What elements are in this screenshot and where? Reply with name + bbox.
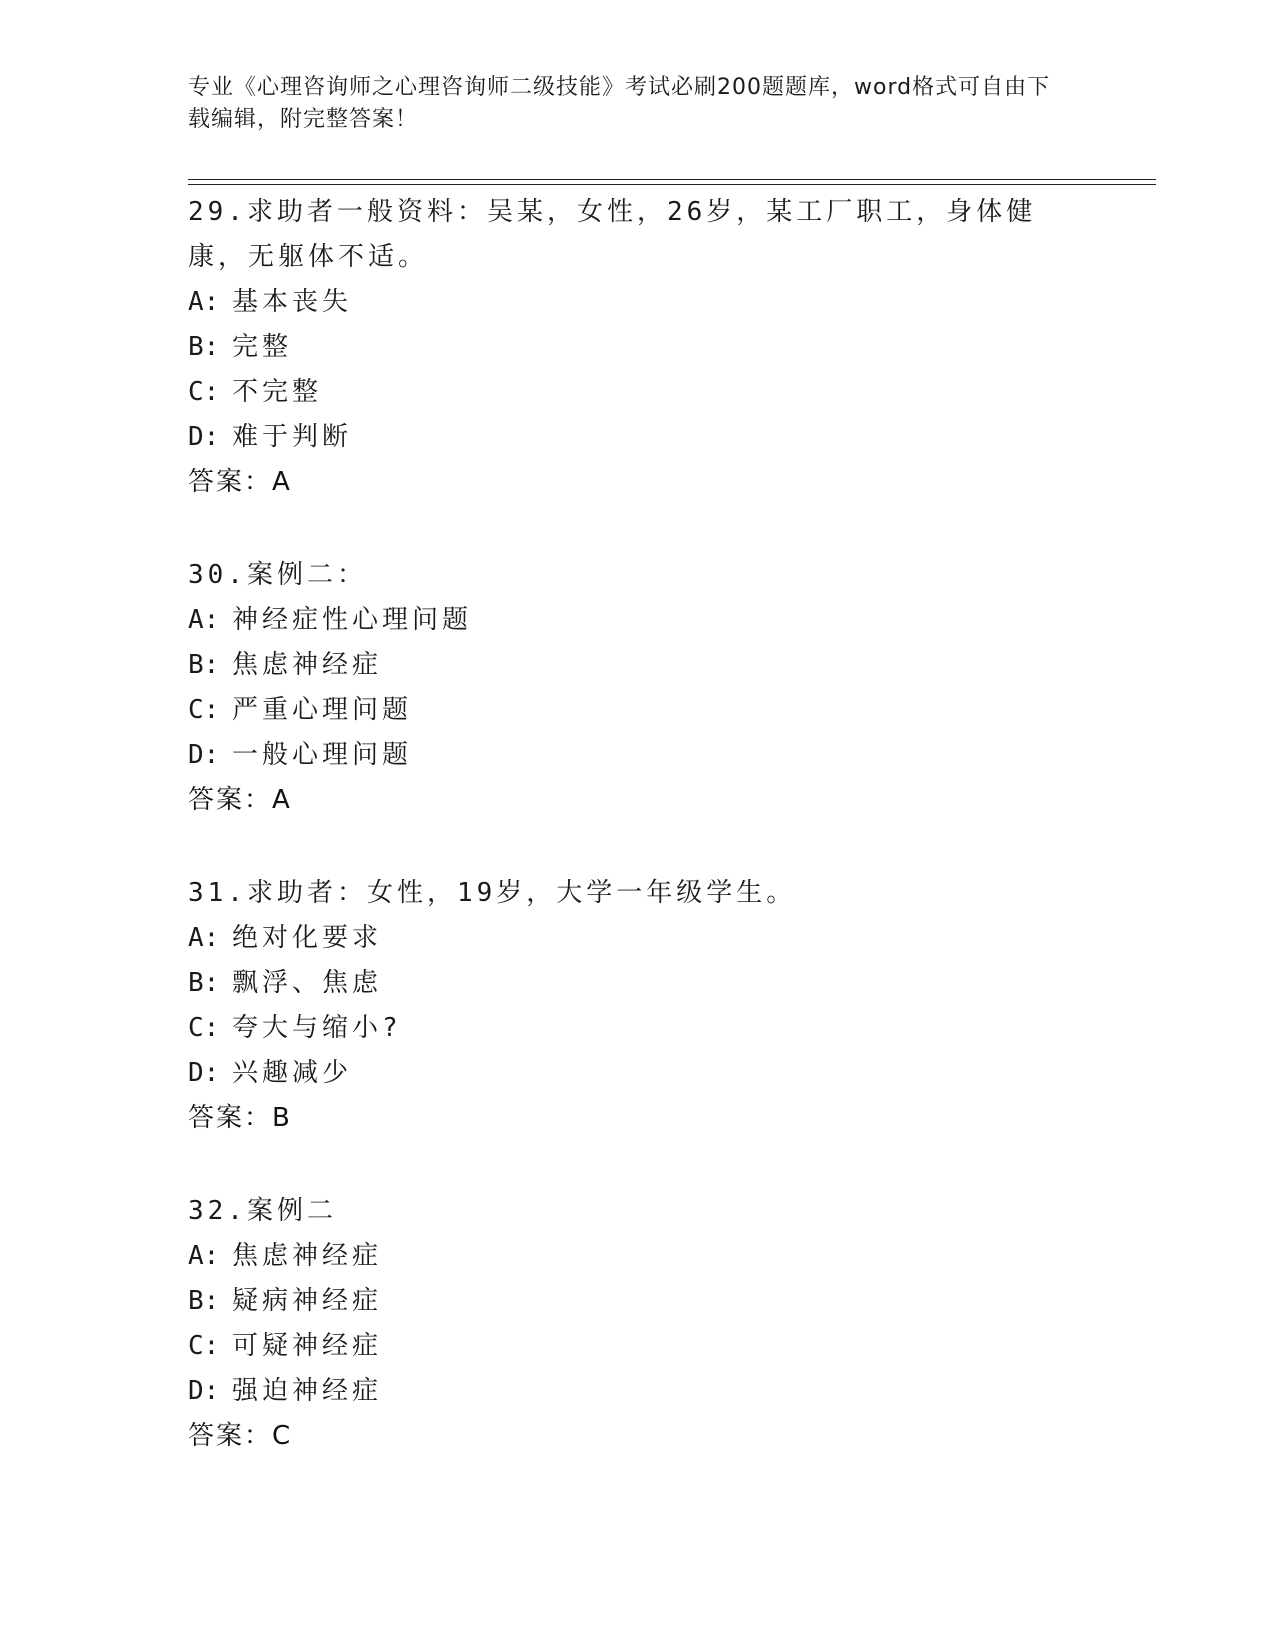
option-d	[188, 1369, 1088, 1414]
option-text: 难于判断	[232, 422, 353, 452]
option-text: 严重心理问题	[232, 695, 413, 725]
option-a	[188, 1234, 1088, 1279]
option-key: B:	[188, 650, 220, 680]
option-key: C:	[188, 695, 220, 725]
option-d	[188, 1051, 1088, 1096]
option-text: 飘浮、焦虑	[232, 968, 383, 998]
question-32	[188, 1189, 1088, 1459]
option-b	[188, 961, 1088, 1006]
option-text: 不完整	[232, 377, 323, 407]
option-text: 完整	[232, 332, 293, 362]
question-29	[188, 190, 1088, 505]
option-key: A:	[188, 605, 220, 635]
option-key: C:	[188, 1013, 220, 1043]
option-key: A:	[188, 923, 220, 953]
option-a	[188, 916, 1088, 961]
option-b	[188, 1279, 1088, 1324]
option-c	[188, 688, 1088, 733]
option-key: D:	[188, 422, 220, 452]
answer-line: 答案：A	[188, 785, 292, 815]
option-a	[188, 280, 1088, 325]
option-text: 焦虑神经症	[232, 1241, 383, 1271]
question-list	[188, 190, 1088, 1507]
option-b	[188, 325, 1088, 370]
answer-line: 答案：B	[188, 1103, 292, 1133]
option-a	[188, 598, 1088, 643]
option-key: C:	[188, 1331, 220, 1361]
option-key: D:	[188, 740, 220, 770]
option-text: 焦虑神经症	[232, 650, 383, 680]
option-d	[188, 733, 1088, 778]
option-text: 夸大与缩小?	[232, 1013, 402, 1043]
option-d	[188, 415, 1088, 460]
option-text: 绝对化要求	[232, 923, 383, 953]
question-30	[188, 553, 1088, 823]
option-key: D:	[188, 1058, 220, 1088]
option-key: B:	[188, 1286, 220, 1316]
answer-line: 答案：A	[188, 467, 292, 497]
option-key: A:	[188, 287, 220, 317]
question-31	[188, 871, 1088, 1141]
header-divider-top	[188, 179, 1156, 180]
option-c	[188, 370, 1088, 415]
option-text: 疑病神经症	[232, 1286, 383, 1316]
question-stem: 31.求助者：女性，19岁，大学一年级学生。	[188, 878, 797, 908]
option-key: B:	[188, 968, 220, 998]
option-text: 兴趣减少	[232, 1058, 353, 1088]
option-c	[188, 1006, 1088, 1051]
option-text: 一般心理问题	[232, 740, 413, 770]
document-header: 专业《心理咨询师之心理咨询师二级技能》考试必刷200题题库，word格式可自由下载编辑，附完整答案！	[188, 75, 1051, 132]
option-b	[188, 643, 1088, 688]
option-key: A:	[188, 1241, 220, 1271]
option-text: 强迫神经症	[232, 1376, 383, 1406]
question-stem: 32.案例二	[188, 1196, 337, 1226]
option-c	[188, 1324, 1088, 1369]
option-text: 可疑神经症	[232, 1331, 383, 1361]
header-divider-bottom	[188, 184, 1156, 185]
option-text: 基本丧失	[232, 287, 353, 317]
answer-line: 答案：C	[188, 1421, 293, 1451]
option-key: B:	[188, 332, 220, 362]
option-key: D:	[188, 1376, 220, 1406]
option-key: C:	[188, 377, 220, 407]
question-stem: 30.案例二：	[188, 560, 367, 590]
question-stem: 29.求助者一般资料：吴某，女性，26岁，某工厂职工，身体健康，无躯体不适。	[188, 197, 1037, 272]
option-text: 神经症性心理问题	[232, 605, 473, 635]
